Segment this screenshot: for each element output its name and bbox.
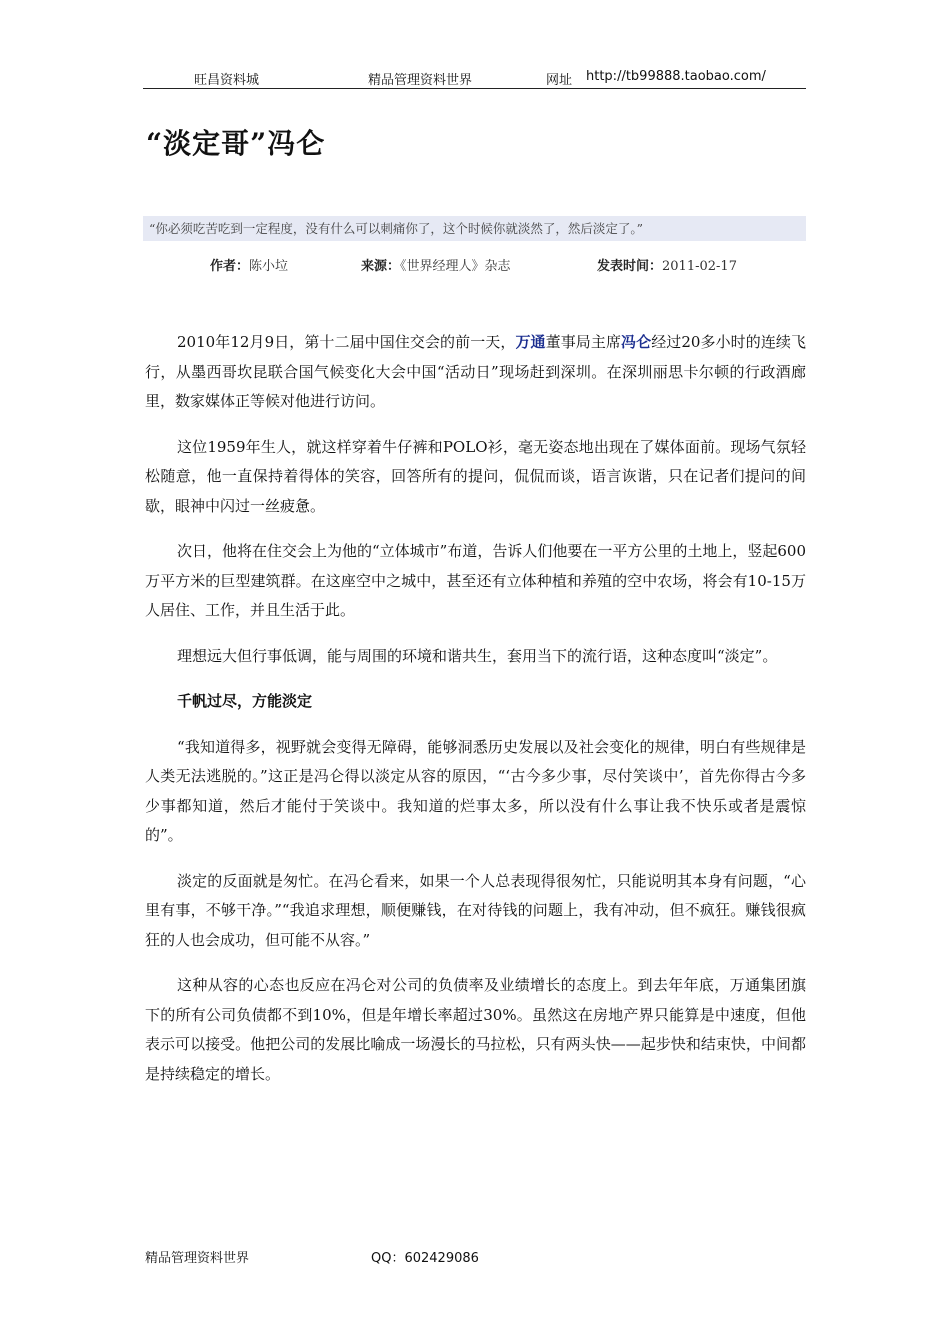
header-url-label: 网址	[546, 73, 573, 88]
keyword-link-fenglun[interactable]: 冯仑	[621, 333, 652, 351]
header-url-link[interactable]: http://tb99888.taobao.com/	[586, 69, 766, 84]
section-subheading: 千帆过尽，方能淡定	[177, 692, 313, 710]
paragraph-6: 淡定的反面就是匆忙。在冯仑看来，如果一个人总表现得很匆忙，只能说明其本身有问题，“心里有事，不够干净。”“我追求理想，顺便赚钱，在对待钱的问题上，我有冲动，但不疯狂。赚钱很疯狂的人也会成功，但可能不从容。”	[145, 871, 806, 949]
meta-author	[210, 255, 288, 274]
header-site-name: 旺昌资料城	[194, 73, 260, 88]
footer-qq-contact: QQ：602429086	[371, 1251, 479, 1266]
paragraph-2: 这位1959年生人，就这样穿着牛仔裤和POLO衫，毫无姿态地出现在了媒体面前。现场气氛轻松随意，他一直保持着得体的笑容，回答所有的提问，侃侃而谈，语言诙谐，只在记者们提问的间歇，眼神中闪过一丝疲惫。	[145, 437, 806, 515]
page-header	[143, 64, 806, 89]
paragraph-3: 次日，他将在住交会上为他的“立体城市”布道，告诉人们他要在一平方公里的土地上，竖起600万平方米的巨型建筑群。在这座空中之城中，甚至还有立体种植和养殖的空中农场，将会有10-15万人居住、工作，并且生活于此。	[145, 542, 806, 619]
p1-text-b: 董事局主席	[545, 333, 622, 351]
header-tagline: 精品管理资料世界	[368, 73, 473, 88]
pull-quote: “你必须吃苦吃到一定程度，没有什么可以刺痛你了，这个时候你就淡然了，然后淡定了。”	[143, 216, 806, 241]
date-value: 2011-02-17	[662, 259, 737, 274]
meta-date	[597, 255, 737, 274]
paragraph-1	[145, 328, 806, 417]
article-title: “淡定哥”冯仑	[146, 127, 326, 160]
source-label: 来源：	[361, 259, 401, 274]
meta-source	[361, 255, 511, 274]
date-label: 发表时间：	[597, 259, 663, 274]
footer-site-name: 精品管理资料世界	[145, 1251, 250, 1266]
paragraph-4: 理想远大但行事低调，能与周围的环境和谐共生，套用当下的流行语，这种态度叫“淡定”。	[177, 646, 778, 665]
keyword-link-wantong[interactable]: 万通	[515, 333, 546, 351]
p1-text-a: 2010年12月9日，第十二届中国住交会的前一天，	[177, 333, 516, 351]
source-value: 《世界经理人》杂志	[400, 259, 511, 274]
article-body	[145, 328, 806, 1105]
author-value: 陈小垃	[249, 259, 289, 274]
paragraph-5: “我知道得多，视野就会变得无障碍，能够洞悉历史发展以及社会变化的规律，明白有些规律是人类无法逃脱的。”这正是冯仑得以淡定从容的原因，“‘古今多少事，尽付笑谈中’，首先你得古今多少事都知道，然后才能付于笑谈中。我知道的烂事太多，所以没有什么事让我不快乐或者是震惊的”。	[145, 737, 806, 844]
paragraph-7: 这种从容的心态也反应在冯仑对公司的负债率及业绩增长的态度上。到去年年底，万通集团旗下的所有公司负债都不到10%，但是年增长率超过30%。虽然这在房地产界只能算是中速度，但他表示可以接受。他把公司的发展比喻成一场漫长的马拉松，只有两头快——起步快和结束快，中间都是持续稳定的增长。	[145, 976, 806, 1083]
p1-text-c: 经过20多小时的连续飞行，从墨西哥坎昆联合国气候变化大会中国“活动日”现场赶到深圳。在深圳丽思卡尔顿的行政酒廊里，数家媒体正等候对他进行访问。	[145, 333, 806, 410]
author-label: 作者：	[210, 259, 250, 274]
